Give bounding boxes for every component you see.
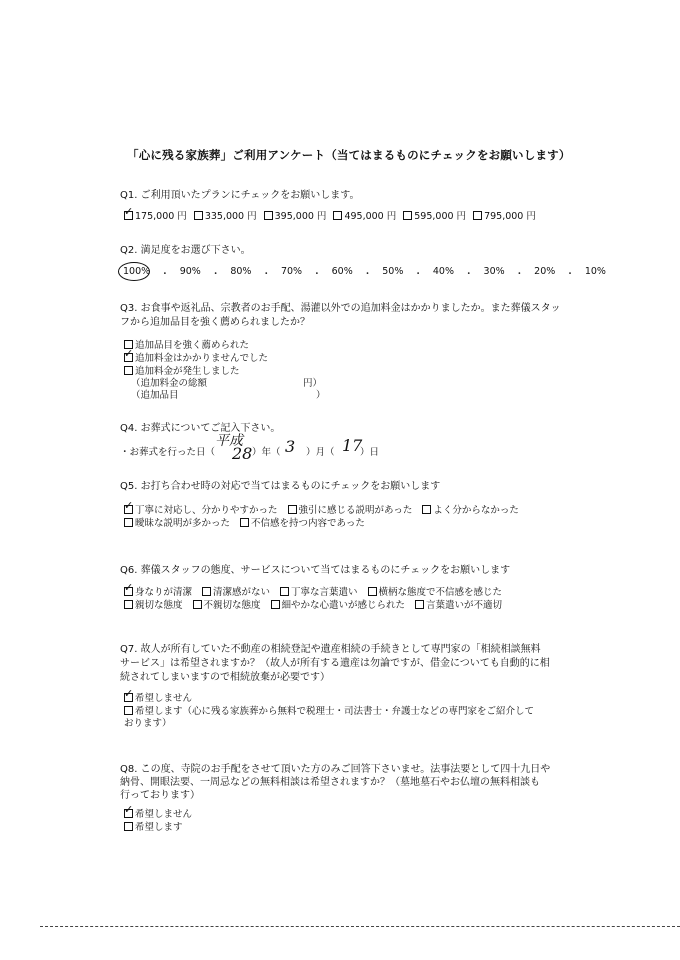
checkbox[interactable] — [264, 211, 273, 220]
checkbox[interactable] — [124, 518, 133, 527]
scale-dot: ・ — [413, 269, 423, 280]
q7-question-line1: Q7. 故人が所有していた不動産の相続登記や遺産相続の手続きとして専門家の「相続相談無料 — [120, 644, 541, 655]
q4-date-prefix: ・お葬式を行った日（ — [120, 447, 216, 458]
q5-option-pushy[interactable]: 強引に感じる説明があった — [288, 502, 413, 516]
checkbox-checked[interactable]: ✓ — [124, 687, 134, 700]
checkbox[interactable] — [288, 505, 297, 514]
q6-option-unkind[interactable]: 不親切な態度 — [193, 597, 261, 611]
checkbox-checked[interactable]: ✓ — [124, 803, 134, 816]
scale-dot: ・ — [464, 269, 474, 280]
scale-dot: ・ — [210, 269, 221, 280]
checkbox[interactable] — [403, 211, 412, 220]
q1-options — [124, 205, 536, 222]
q4-day-handwritten: 17 — [342, 436, 363, 455]
checkbox[interactable] — [194, 211, 203, 220]
scale-dot: ・ — [261, 269, 271, 280]
q1-option-495000[interactable]: 495,000 円 — [333, 208, 396, 222]
q4-month-handwritten: 3 — [285, 437, 296, 456]
q6-question: Q6. 葬儀スタッフの態度、サービスについて当てはまるものにチェックをお願いします — [120, 565, 511, 576]
scale-dot: ・ — [312, 269, 322, 280]
q3-option-extra[interactable]: 追加料金が発生しました — [124, 363, 240, 377]
q4-month-suffix: ）月（ — [306, 447, 335, 458]
scale-50[interactable]: 50% — [382, 266, 404, 277]
q5-option-unclear[interactable]: よく分からなかった — [422, 502, 519, 516]
checkbox[interactable] — [333, 211, 342, 220]
q1-option-595000[interactable]: 595,000 円 — [403, 208, 466, 222]
scale-dot: ・ — [160, 269, 170, 280]
q3-question-line2: フから追加品目を強く薦められましたか？ — [120, 317, 310, 328]
q6-option-polite-words[interactable]: 丁寧な言葉遣い — [280, 584, 358, 598]
q7-question-line3: 続されてしまいますので相続放棄が必要です） — [120, 672, 330, 683]
scale-dot: ・ — [514, 269, 525, 280]
checkbox[interactable] — [271, 600, 280, 609]
q3-question-line1: Q3. お食事や返礼品、宗教者のお手配、湯灌以外での追加料金はかかりましたか。また葬儀スタッ — [120, 303, 561, 314]
q5-option-polite[interactable]: ✓ 丁寧に対応し、分かりやすかった — [124, 499, 278, 516]
q6-option-inappropriate-words[interactable]: 言葉遣いが不適切 — [415, 597, 502, 611]
checkbox[interactable] — [240, 518, 249, 527]
q5-option-vague[interactable]: 曖昧な説明が多かった — [124, 515, 230, 529]
q1-option-395000[interactable]: 395,000 円 — [264, 208, 327, 222]
q6-option-clean[interactable]: ✓ 身なりが清潔 — [124, 581, 193, 598]
q5-option-distrust[interactable]: 不信感を持つ内容であった — [240, 515, 365, 529]
q4-year-handwritten: 28 — [232, 444, 253, 463]
checkbox[interactable] — [124, 366, 133, 375]
q3-items-label: （追加品目 — [131, 390, 179, 401]
q5-question: Q5. お打ち合わせ時の対応で当てはまるものにチェックをお願いします — [120, 481, 441, 492]
q1-option-175000[interactable]: ✓ 175,000 円 — [124, 205, 187, 222]
q3-total-label: （追加料金の総額 — [131, 378, 208, 389]
q7-option-yes-line2: おります） — [124, 718, 172, 729]
scale-20[interactable]: 20% — [534, 266, 556, 277]
scale-100[interactable]: 100% — [123, 266, 151, 277]
scale-dot: ・ — [565, 269, 575, 280]
q1-option-795000[interactable]: 795,000 円 — [473, 208, 536, 222]
q6-option-kind[interactable]: 親切な態度 — [124, 597, 183, 611]
q8-question-line1: Q8. この度、寺院のお手配をさせて頂いた方のみご回答下さいませ。法事法要として四十九日や — [120, 764, 551, 775]
checkbox-checked[interactable]: ✓ — [124, 205, 134, 218]
q4-question: Q4. お葬式についてご記入下さい。 — [120, 423, 281, 434]
scale-90[interactable]: 90% — [179, 266, 201, 277]
scale-30[interactable]: 30% — [483, 266, 505, 277]
q5-options-row1 — [124, 499, 519, 516]
q1-option-335000[interactable]: 335,000 円 — [194, 208, 257, 222]
checkbox[interactable] — [368, 587, 377, 596]
scale-40[interactable]: 40% — [432, 266, 455, 277]
survey-title: 「心に残る家族葬」ご利用アンケート（当てはまるものにチェックをお願いします） — [127, 148, 571, 162]
q3-total-unit: 円） — [303, 378, 323, 389]
checkbox[interactable] — [124, 822, 133, 831]
q1-question: Q1. ご利用頂いたプランにチェックをお願いします。 — [120, 190, 360, 201]
q7-question-line2: サービス」は希望されますか？（故人が所有する遺産は勿論ですが、借金についても自動的に相 — [120, 658, 550, 669]
q3-option-no-extra[interactable]: ✓ 追加料金はかかりませんでした — [124, 347, 269, 364]
scale-dot: ・ — [362, 269, 373, 280]
checkbox-checked[interactable]: ✓ — [124, 499, 134, 512]
q2-question: Q2. 満足度をお選び下さい。 — [120, 245, 251, 256]
q6-option-attentive[interactable]: 細やかな心遣いが感じられた — [271, 597, 406, 611]
q6-options-row2 — [124, 597, 502, 611]
q8-option-no[interactable]: ✓ 希望しません — [124, 803, 193, 820]
q2-scale — [123, 266, 606, 280]
checkbox[interactable] — [124, 600, 133, 609]
q8-question-line3: 行っております） — [120, 790, 200, 801]
q4-era-handwritten: 平成 — [215, 433, 243, 449]
scan-edge-line — [40, 926, 680, 927]
scale-80[interactable]: 80% — [230, 266, 252, 277]
scale-60[interactable]: 60% — [331, 266, 353, 277]
q4-year-suffix: ）年（ — [252, 447, 281, 458]
q8-option-yes[interactable]: 希望します — [124, 819, 183, 833]
q3-items-close: ） — [316, 390, 326, 401]
checkbox-checked[interactable]: ✓ — [124, 581, 134, 594]
q4-day-suffix: ）日 — [360, 447, 380, 458]
q6-option-arrogant[interactable]: 横柄な態度で不信感を感じた — [368, 584, 503, 598]
scale-70[interactable]: 70% — [280, 266, 303, 277]
checkbox[interactable] — [422, 505, 431, 514]
q8-question-line2: 納骨、開眼法要、一周忌などの無料相談は希望されますか？（墓地墓石やお仏壇の無料相談も — [120, 777, 540, 788]
q6-options-row1 — [124, 581, 503, 598]
q7-option-yes[interactable]: 希望します（心に残る家族葬から無料で税理士・司法書士・弁護士などの専門家をご紹介して — [124, 703, 534, 717]
q5-options-row2 — [124, 515, 365, 529]
q6-option-unclean[interactable]: 清潔感がない — [202, 584, 270, 598]
scale-10[interactable]: 10% — [584, 266, 606, 277]
checkbox[interactable] — [193, 600, 202, 609]
checkbox[interactable] — [202, 587, 211, 596]
checkbox[interactable] — [280, 587, 289, 596]
q7-option-no[interactable]: ✓ 希望しません — [124, 687, 193, 704]
checkbox[interactable] — [473, 211, 482, 220]
q3-option-recommended[interactable]: 追加品目を強く薦められた — [124, 337, 249, 351]
checkbox-checked[interactable]: ✓ — [124, 347, 134, 360]
checkbox[interactable] — [124, 706, 133, 715]
checkbox[interactable] — [415, 600, 424, 609]
